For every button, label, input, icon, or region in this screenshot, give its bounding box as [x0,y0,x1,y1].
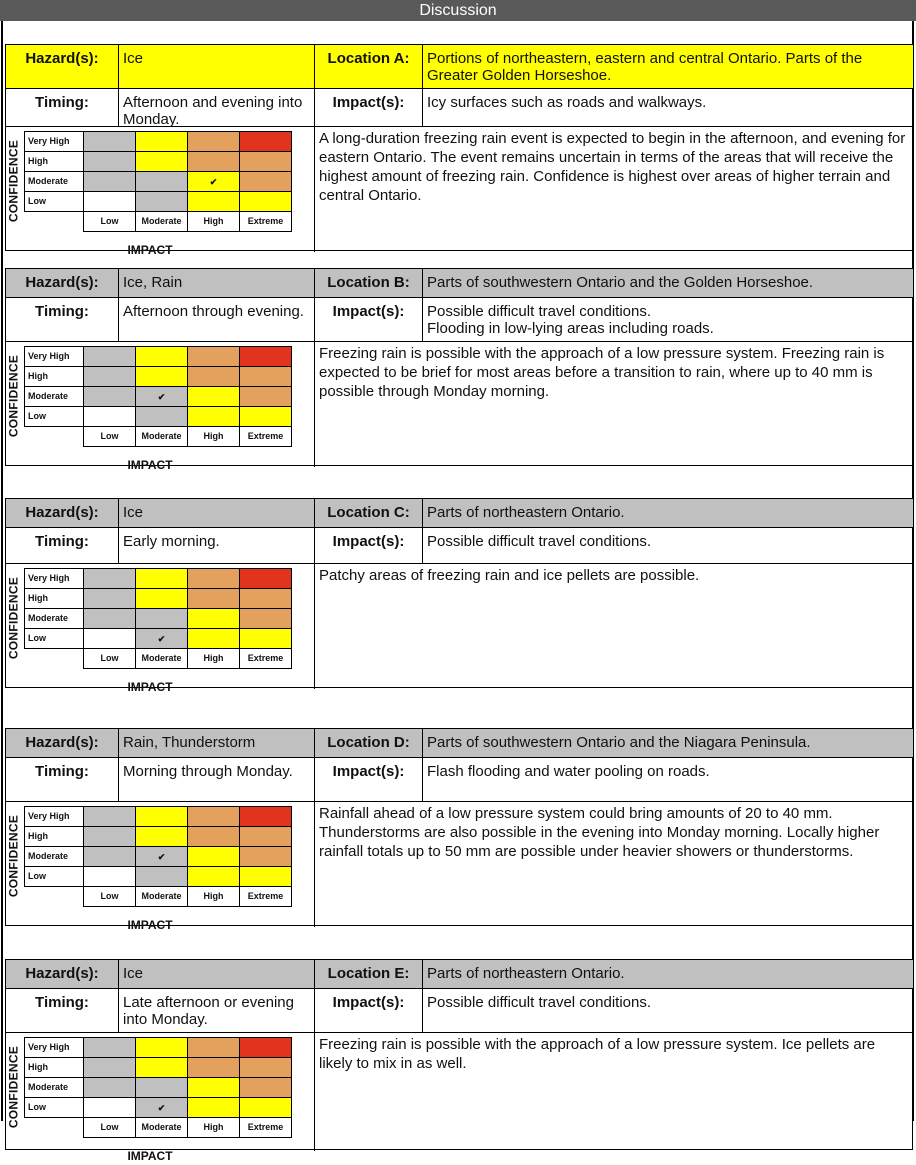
matrix-cell [136,387,188,407]
matrix-cell [84,152,136,172]
impact-axis-label: IMPACT [127,918,173,932]
confidence-level-label: Moderate [25,172,84,192]
hazard-label: Hazard(s): [6,45,119,89]
matrix-cell [240,589,292,609]
matrix-grid [24,346,292,447]
risk-matrix [6,346,304,472]
impact-level-label: Moderate [136,1118,188,1138]
matrix-cell [240,1058,292,1078]
impacts-value [423,989,913,1033]
matrix-cell [188,629,240,649]
matrix-cell [188,347,240,367]
hazard-value: Ice [119,45,315,89]
risk-matrix-cell [6,1033,315,1163]
confidence-level-label: High [25,827,84,847]
matrix-cell [136,407,188,427]
impacts-value [423,298,913,342]
discussion-text: Patchy areas of freezing rain and ice pellets are possible. [319,567,700,584]
timing-label: Timing: [6,989,119,1033]
impact-level-label: Low [84,887,136,907]
confidence-level-label: Moderate [25,1078,84,1098]
timing-label: Timing: [6,758,119,802]
confidence-axis-label [6,568,22,668]
timing-label: Timing: [6,298,119,342]
confidence-level-label: Low [25,192,84,212]
impact-level-label: Moderate [136,427,188,447]
confidence-axis-label [6,346,22,446]
impact-level-label: Moderate [136,649,188,669]
confidence-level-label: Low [25,1098,84,1118]
impact-level-label: Extreme [240,427,292,447]
matrix-cell [188,1098,240,1118]
confidence-level-label: Moderate [25,387,84,407]
matrix-cell [136,827,188,847]
impact-level-label: High [188,649,240,669]
matrix-corner [25,1118,84,1138]
matrix-cell [188,172,240,192]
timing-value: Late afternoon or evening into Monday. [119,989,315,1033]
timing-value: Afternoon through evening. [119,298,315,342]
matrix-grid [24,1037,292,1138]
matrix-cell [240,172,292,192]
matrix-cell [136,192,188,212]
impact-level-label: Low [84,649,136,669]
matrix-grid [24,131,292,232]
confidence-axis-text: CONFIDENCE [6,1045,21,1129]
matrix-cell [84,1098,136,1118]
discussion-text: Rainfall ahead of a low pressure system could bring amounts of 20 to 40 mm. Thunderstorms are also possible in the evening into Monday morning. Locally higher rainfall totals up to 50 mm are possible under heavier showers or thunderstorms. [319,805,880,860]
impact-line: Possible difficult travel conditions. [427,303,652,320]
matrix-cell [240,407,292,427]
matrix-cell [84,1058,136,1078]
impact-line: Flooding in low-lying areas including roads. [427,320,714,337]
location-label: Location E: [315,960,423,989]
matrix-cell [84,629,136,649]
timing-label: Timing: [6,89,119,127]
hazard-label: Hazard(s): [6,960,119,989]
impact-axis-label: IMPACT [127,458,173,472]
matrix-cell [136,589,188,609]
matrix-cell [240,867,292,887]
matrix-cell [84,192,136,212]
matrix-cell [84,847,136,867]
matrix-cell [136,569,188,589]
matrix-cell [136,807,188,827]
location-label: Location D: [315,729,423,758]
impact-level-label: High [188,427,240,447]
matrix-corner [25,649,84,669]
discussion-text: A long-duration freezing rain event is expected to begin in the afternoon, and evening for eastern Ontario. The event remains uncertain in terms of the areas that will receive the highest amount of freezing rain. Confidence is highest over areas of higher terrain and central Ontario. [319,130,906,204]
risk-matrix-cell [6,342,315,472]
impacts-label: Impact(s): [315,758,423,802]
hazard-label: Hazard(s): [6,269,119,298]
check-icon: ✔ [157,391,166,402]
impact-level-label: Low [84,1118,136,1138]
impact-level-label: Moderate [136,887,188,907]
hazard-panel-a [5,44,913,257]
timing-label: Timing: [6,528,119,564]
matrix-cell [240,387,292,407]
matrix-corner [25,887,84,907]
confidence-axis-text: CONFIDENCE [6,814,21,898]
confidence-axis-text: CONFIDENCE [6,576,21,660]
timing-value: Afternoon and evening into Monday. [119,89,315,127]
confidence-level-label: Moderate [25,847,84,867]
impact-level-label: High [188,887,240,907]
impacts-label: Impact(s): [315,528,423,564]
confidence-axis-label [6,806,22,906]
impacts-label: Impact(s): [315,989,423,1033]
impacts-value [423,89,913,127]
matrix-cell [188,609,240,629]
matrix-cell [136,347,188,367]
timing-value: Early morning. [119,528,315,564]
impact-level-label: Extreme [240,649,292,669]
confidence-axis-label [6,1037,22,1137]
impacts-label: Impact(s): [315,298,423,342]
location-label: Location C: [315,499,423,528]
risk-matrix-cell [6,802,315,932]
matrix-cell [188,407,240,427]
confidence-level-label: Moderate [25,609,84,629]
matrix-cell [240,347,292,367]
matrix-cell [240,847,292,867]
impact-level-label: Extreme [240,1118,292,1138]
matrix-cell [84,132,136,152]
matrix-cell [136,867,188,887]
matrix-corner [25,212,84,232]
location-value: Parts of northeastern Ontario. [423,960,913,989]
matrix-cell [240,807,292,827]
matrix-cell [188,192,240,212]
impact-axis-label: IMPACT [127,680,173,694]
matrix-cell [240,629,292,649]
impact-level-label: Low [84,427,136,447]
risk-matrix [6,131,304,257]
check-icon: ✔ [209,176,218,187]
matrix-cell [188,1078,240,1098]
matrix-cell [136,847,188,867]
matrix-cell [188,152,240,172]
impact-axis-label: IMPACT [127,1149,173,1163]
matrix-cell [188,1038,240,1058]
matrix-cell [240,192,292,212]
location-label: Location B: [315,269,423,298]
confidence-level-label: Low [25,407,84,427]
hazard-panel-c [5,498,913,694]
matrix-cell [188,367,240,387]
impact-level-label: Low [84,212,136,232]
risk-matrix [6,568,304,694]
matrix-cell [136,629,188,649]
risk-matrix-cell [6,564,315,694]
matrix-cell [84,827,136,847]
hazard-value: Ice [119,499,315,528]
impact-line: Flash flooding and water pooling on roads. [427,763,710,780]
matrix-cell [188,1058,240,1078]
risk-matrix [6,1037,304,1163]
impact-line: Possible difficult travel conditions. [427,533,652,550]
confidence-level-label: Low [25,629,84,649]
matrix-cell [188,867,240,887]
matrix-grid [24,568,292,669]
confidence-level-label: Very High [25,1038,84,1058]
matrix-cell [188,827,240,847]
location-value: Parts of southwestern Ontario and the Golden Horseshoe. [423,269,913,298]
matrix-cell [84,867,136,887]
confidence-axis-text: CONFIDENCE [6,139,21,223]
confidence-level-label: High [25,152,84,172]
location-label: Location A: [315,45,423,89]
confidence-axis-text: CONFIDENCE [6,354,21,438]
matrix-cell [136,1098,188,1118]
hazard-value: Rain, Thunderstorm [119,729,315,758]
matrix-cell [240,152,292,172]
matrix-cell [240,827,292,847]
impact-level-label: Extreme [240,212,292,232]
matrix-grid [24,806,292,907]
matrix-cell [84,569,136,589]
location-value: Parts of northeastern Ontario. [423,499,913,528]
matrix-cell [136,172,188,192]
impacts-value [423,758,913,802]
matrix-cell [136,1058,188,1078]
matrix-cell [136,1038,188,1058]
matrix-cell [188,132,240,152]
matrix-cell [240,1098,292,1118]
matrix-cell [84,387,136,407]
matrix-cell [84,172,136,192]
matrix-cell [240,1038,292,1058]
matrix-cell [188,589,240,609]
confidence-level-label: Low [25,867,84,887]
matrix-cell [84,1078,136,1098]
impact-level-label: Extreme [240,887,292,907]
matrix-cell [188,387,240,407]
risk-matrix [6,806,304,932]
hazard-value: Ice, Rain [119,269,315,298]
hazard-value: Ice [119,960,315,989]
confidence-level-label: Very High [25,132,84,152]
confidence-level-label: Very High [25,807,84,827]
confidence-level-label: Very High [25,569,84,589]
impacts-label: Impact(s): [315,89,423,127]
impacts-value [423,528,913,564]
impact-line: Possible difficult travel conditions. [427,994,652,1011]
matrix-cell [84,407,136,427]
confidence-axis-label [6,131,22,231]
confidence-level-label: High [25,1058,84,1078]
matrix-cell [240,609,292,629]
hazard-panel-d [5,728,913,932]
location-value: Parts of southwestern Ontario and the Niagara Peninsula. [423,729,913,758]
matrix-cell [84,807,136,827]
hazard-panel-b [5,268,913,472]
risk-matrix-cell [6,127,315,257]
matrix-cell [188,807,240,827]
hazard-panel-e [5,959,913,1163]
check-icon: ✔ [157,851,166,862]
impact-level-label: High [188,212,240,232]
hazard-label: Hazard(s): [6,729,119,758]
location-value: Portions of northeastern, eastern and central Ontario. Parts of the Greater Golden Horseshoe. [423,45,913,89]
confidence-level-label: High [25,589,84,609]
matrix-cell [84,589,136,609]
check-icon: ✔ [157,1102,166,1113]
confidence-level-label: Very High [25,347,84,367]
hazard-label: Hazard(s): [6,499,119,528]
matrix-cell [136,367,188,387]
matrix-cell [136,152,188,172]
matrix-cell [84,609,136,629]
page-title: Discussion [0,0,916,21]
impact-line: Icy surfaces such as roads and walkways. [427,94,707,111]
impact-level-label: High [188,1118,240,1138]
confidence-level-label: High [25,367,84,387]
impact-level-label: Moderate [136,212,188,232]
matrix-cell [240,569,292,589]
matrix-cell [188,847,240,867]
matrix-cell [84,367,136,387]
matrix-cell [84,1038,136,1058]
matrix-cell [136,132,188,152]
matrix-corner [25,427,84,447]
impact-axis-label: IMPACT [127,243,173,257]
check-icon: ✔ [157,633,166,644]
matrix-cell [240,367,292,387]
discussion-text: Freezing rain is possible with the approach of a low pressure system. Ice pellets are likely to mix in as well. [319,1036,876,1072]
discussion-text: Freezing rain is possible with the approach of a low pressure system. Freezing rain is expected to be brief for most areas before a transition to rain, where up to 40 mm is possible through Monday morning. [319,345,885,400]
matrix-cell [136,1078,188,1098]
timing-value: Morning through Monday. [119,758,315,802]
matrix-cell [84,347,136,367]
matrix-cell [240,1078,292,1098]
matrix-cell [240,132,292,152]
matrix-cell [136,609,188,629]
matrix-cell [188,569,240,589]
